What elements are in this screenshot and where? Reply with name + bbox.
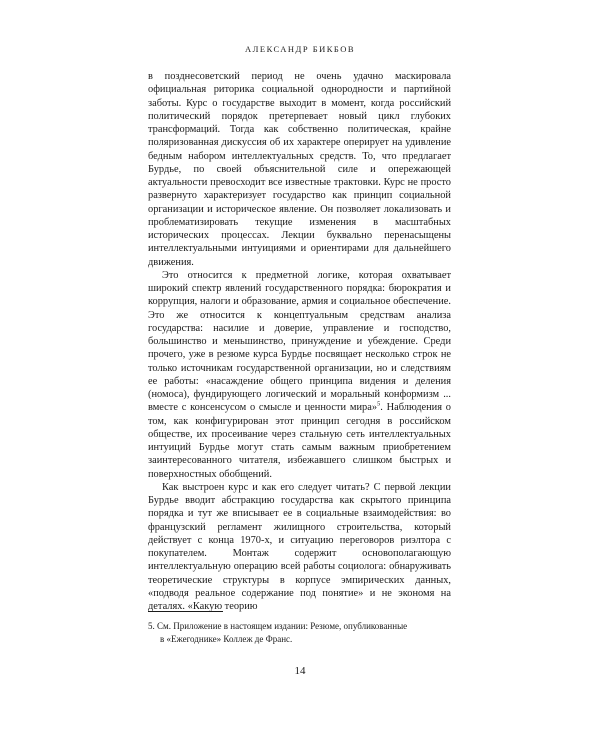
footnote-number: 5.	[148, 621, 155, 631]
footnote-line: в «Ежегоднике» Коллеж де Франс.	[160, 633, 293, 644]
footnote-text: См. Приложение в настоящем издании: Резюме, опубликованные	[157, 621, 408, 631]
page-number: 14	[294, 665, 306, 677]
footnote-line	[148, 620, 451, 633]
paragraph	[148, 269, 451, 481]
paragraph: в позднесоветский период не очень удачно маскировала официальная риторика социальной однородности и партийной заботы. Курс о государстве выходит в момент, когда российский политический порядок претерпевает новый цикл глубоких трансформаций. Тогда как собственно политическая, крайне поляризованная дискуссия об их характере оперирует на удивление бедным набором интеллектуальных средств. То, что предлагает Бурдье, по своей объяснительной силе и опережающей актуальности превосходит все известные трактовки. Курс не просто развернуто характеризует государство как принцип социальной организации и историческое явление. Он позволяет локализовать и проблематизировать текущие изменения в масштабных исторических процессах. Лекции буквально перенасыщены интеллектуальными интуициями и ориентирами для дальнейшего движения.	[148, 71, 451, 268]
running-header: АЛЕКСАНДР БИКБОВ	[244, 44, 356, 54]
footnote	[148, 620, 451, 645]
paragraph-text: Это относится к предметной логике, которая охватывает широкий спектр явлений государственного порядка: бюрократия и коррупция, налоги и образование, армия и социальное обеспечение. Это же относится к концептуальным средствам анализа государства: насилие и доверие, управление и господство, большинство и меньшинство, принуждение и убеждение. Среди прочего, уже в резюме курса Бурдье посвящает несколько строк не только источникам государственной организации, но и следствиям ее работы: «насаждение общего принципа видения и деления (номоса), фундирующего логический и моральный конформизм ... вместе с консенсусом о смысле и ценности мира»	[148, 269, 451, 414]
paragraph: Как выстроен курс и как его следует читать? С первой лекции Бурдье вводит абстракцию государства как скрытого принципа порядка и тут же вписывает ее в социальные взаимодействия: во французский регламент жилищного строительства, который действует с конца 1970-х, и ситуацию переговоров риэлтора с покупателем. Монтаж содержит основополагающую интеллектуальную операцию всей работы социолога: обнаруживать теоретические структуры в корпусе эмпирических данных, «подводя реальное содержание под понятие» и не экономя на деталях. «Какую теорию	[148, 481, 451, 612]
paragraph-text: . Наблюдения о том, как конфигурирован этот принцип сегодня в российском обществе, их просеивание через стальную сеть интеллектуальных интуиций Бурдье могут стать самым важным приобретением заинтересованного читателя, избежавшего слишком быстрых и поверхностных обобщений.	[148, 402, 451, 480]
footnote-ref[interactable]: 5	[377, 400, 381, 408]
main-text	[148, 70, 451, 613]
footnote-divider	[148, 611, 223, 612]
